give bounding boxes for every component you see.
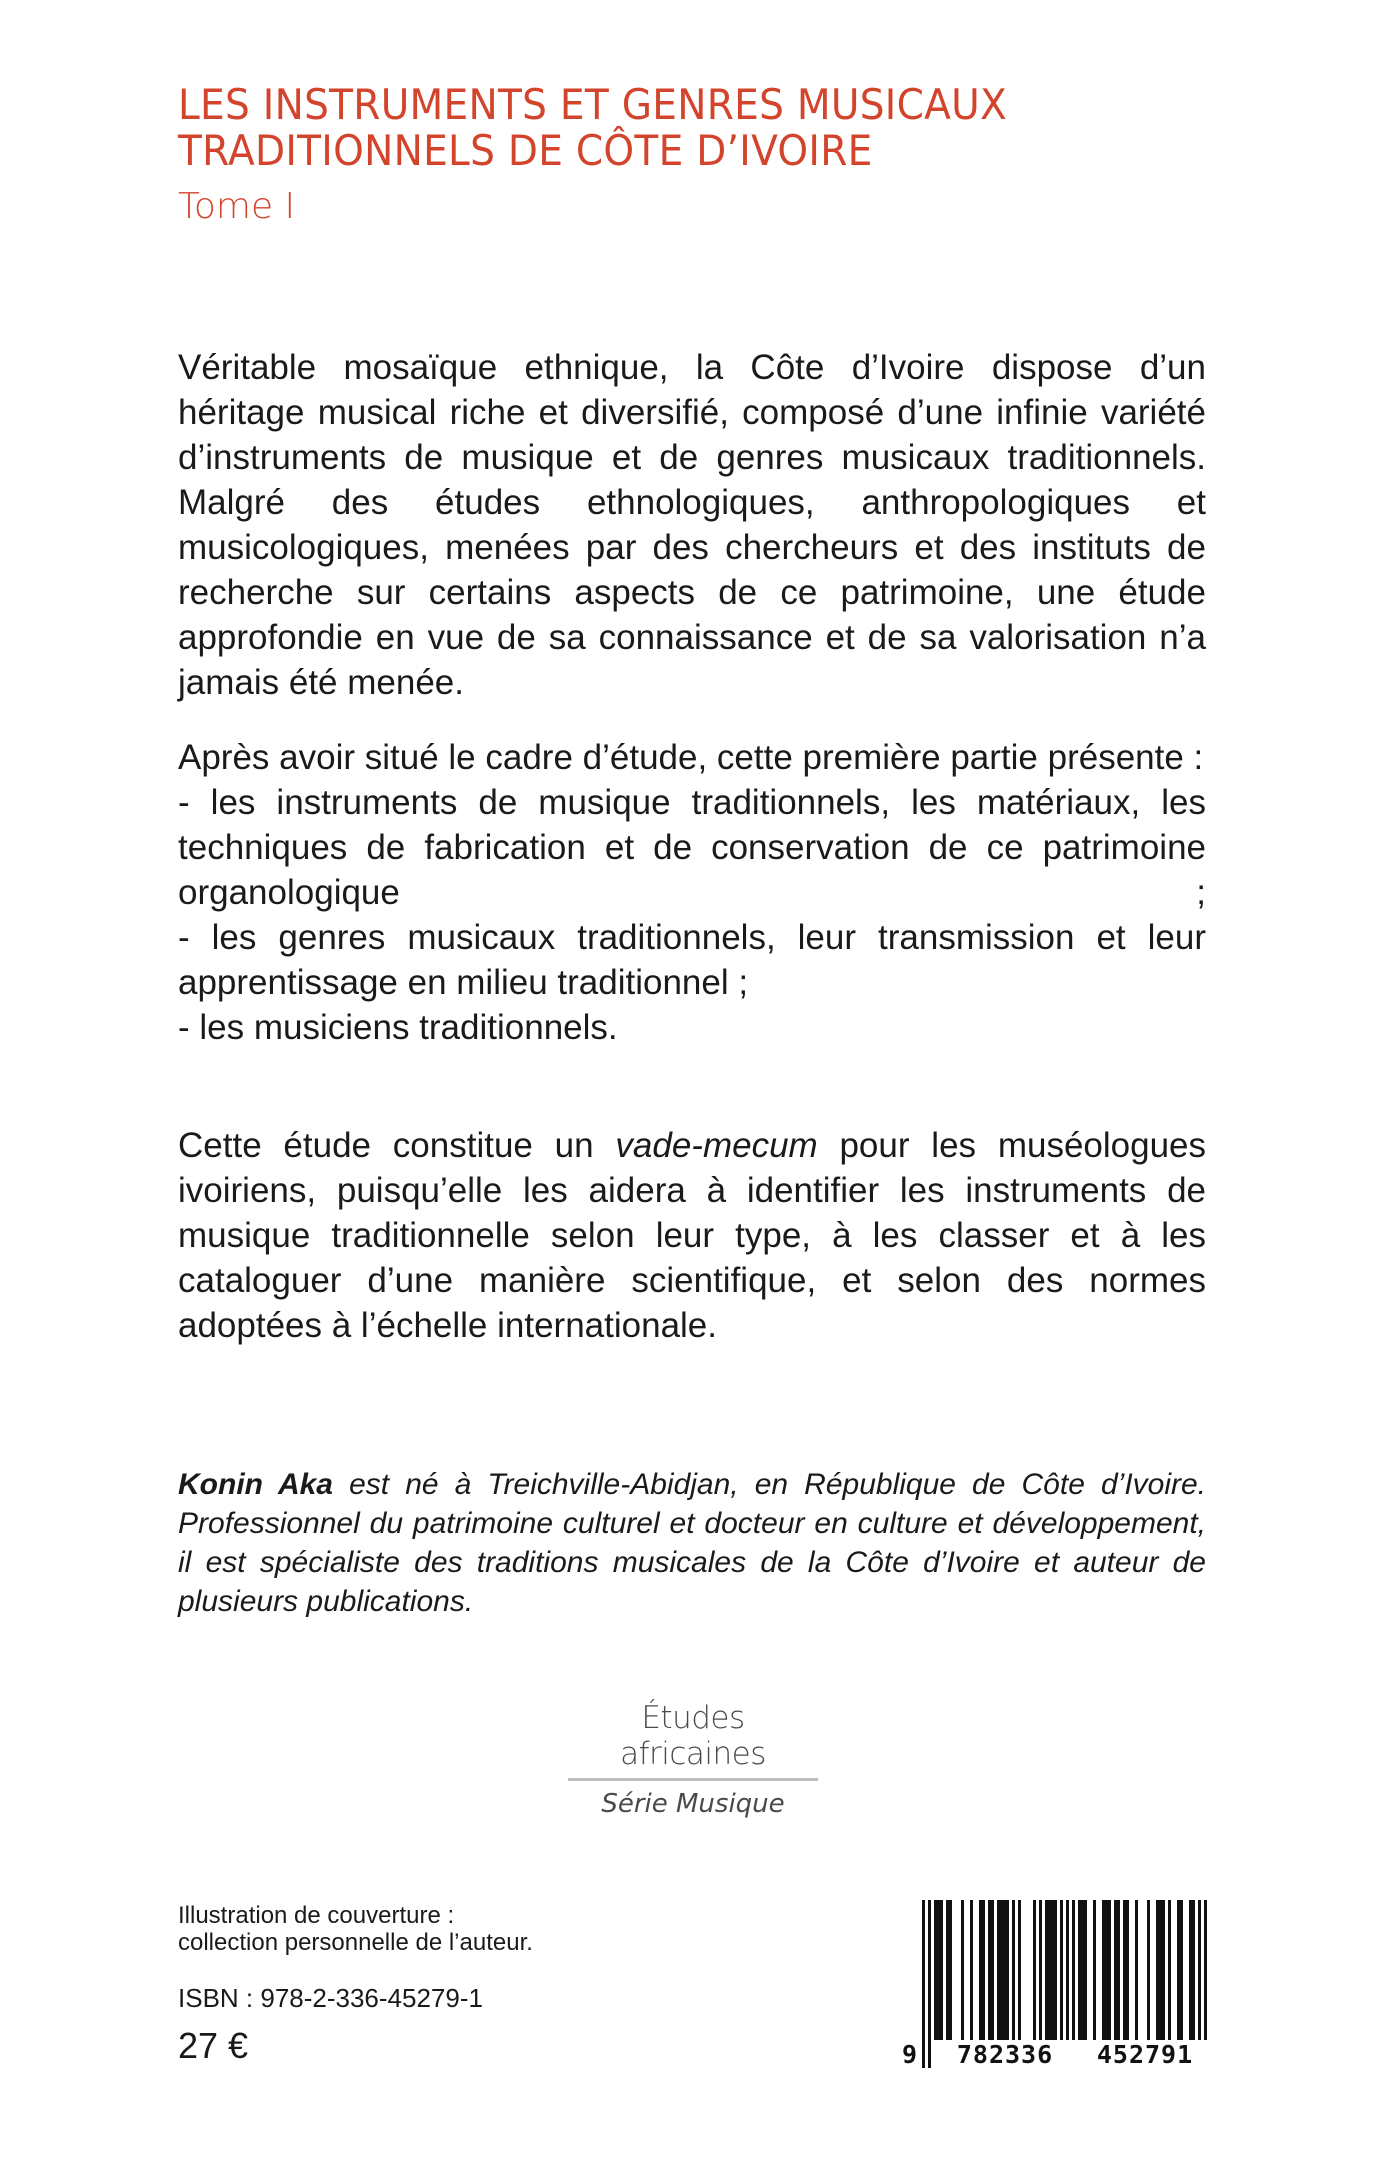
blurb-paragraph-2-intro: Après avoir situé le cadre d’étude, cette première partie présente : [178, 738, 1204, 777]
barcode-bar [979, 1900, 982, 2040]
barcode-bar [1114, 1900, 1117, 2040]
barcode-bar [1126, 1900, 1129, 2040]
barcode-bar [1039, 1900, 1042, 2040]
barcode-bar [1048, 1900, 1051, 2040]
barcode-bar [1192, 1900, 1195, 2040]
blurb-list-item: - les instruments de musique traditionnels, les matériaux, les techniques de fabrication et de conservation de ce patrimoine organologique ; [178, 783, 1206, 912]
series-name: Études africaines [568, 1700, 818, 1781]
barcode-bar [946, 1900, 949, 2040]
barcode-bar [1105, 1900, 1108, 2040]
barcode-bar [934, 1900, 937, 2040]
barcode-bar [1018, 1900, 1021, 2040]
barcode-bar [1093, 1900, 1096, 2040]
barcode-bar [961, 1900, 964, 2040]
blurb-list-item: - les genres musicaux traditionnels, leur transmission et leur apprentissage en milieu traditionnel ; [178, 918, 1206, 1002]
barcode-digit-first: 9 [902, 2040, 919, 2069]
barcode-bar [940, 1900, 943, 2040]
barcode-bar [1159, 1900, 1162, 2040]
blurb-paragraph-3 [178, 1123, 1206, 1348]
blurb-paragraph-3-start: Cette étude constitue un [178, 1126, 616, 1165]
author-name: Konin Aka [178, 1468, 333, 1501]
cover-credits-line-1: Illustration de couverture : [178, 1902, 455, 1929]
author-bio-text: est né à Treichville-Abidjan, en République de Côte d’Ivoire. Professionnel du patrimoine culturel et docteur en culture et développement, il est spécialiste des traditions musicales de la Côte d’Ivoire et auteur de plusieurs publications. [178, 1468, 1207, 1618]
barcode-bar [1135, 1900, 1138, 2040]
author-bio [178, 1465, 1206, 1621]
cover-credits [178, 1902, 533, 1956]
blurb-paragraph-3-end: pour les muséologues ivoiriens, puisqu’elle les aidera à identifier les instruments de musique traditionnelle selon leur type, à les classer et à les cataloguer d’une manière scientifique, et selon des normes adoptées à l’échelle internationale. [178, 1126, 1207, 1345]
barcode-guard-bar [922, 1900, 925, 2068]
book-title-line-1: LES INSTRUMENTS ET GENRES MUSICAUX [178, 80, 1008, 129]
barcode-bar [1072, 1900, 1075, 2040]
barcode-bar [1147, 1900, 1150, 2040]
blurb-list-item: - les musiciens traditionnels. [178, 1008, 618, 1047]
isbn: ISBN : 978-2-336-45279-1 [178, 1983, 483, 2013]
barcode-bar [988, 1900, 991, 2040]
barcode-bar [1033, 1900, 1036, 2040]
barcode-digits-left: 782336 [940, 2040, 1070, 2069]
barcode-bar [1180, 1900, 1183, 2040]
book-title [178, 82, 1201, 174]
barcode-bar [1045, 1900, 1048, 2040]
book-title-line-2: TRADITIONNELS DE CÔTE D’IVOIRE [178, 126, 873, 175]
barcode-bar [1003, 1900, 1006, 2040]
barcode-bar [1162, 1900, 1165, 2040]
barcode-bar [1123, 1900, 1126, 2040]
price: 27 € [178, 2025, 249, 2066]
blurb-paragraph-3-italic: vade-mecum [615, 1126, 818, 1165]
barcode-bar [1081, 1900, 1084, 2040]
volume-label: Tome I [178, 186, 296, 227]
blurb-paragraph-1: Véritable mosaïque ethnique, la Côte d’Ivoire dispose d’un héritage musical riche et diversifié, composé d’une infinie variété d’instruments de musique et de genres musicaux traditionnels. Malgré des études ethnologiques, anthropologiques et musicologiques, menées par des chercheurs et des instituts de recherche sur certains aspects de ce patrimoine, une étude approfondie en vue de sa connaissance et de sa valorisation n’a jamais été menée. [178, 348, 1206, 702]
barcode-bar [1117, 1900, 1120, 2040]
barcode-bar [937, 1900, 940, 2040]
barcode-bar [1012, 1900, 1015, 2040]
barcode-bar [949, 1900, 952, 2040]
barcode-bar [970, 1900, 973, 2040]
barcode-bar [991, 1900, 994, 2040]
blurb-paragraph-2 [178, 735, 1206, 1050]
cover-credits-line-2: collection personnelle de l’auteur. [178, 1929, 533, 1956]
barcode-bar [1078, 1900, 1081, 2040]
barcode [900, 1900, 1220, 2072]
barcode-digits-right: 452791 [1078, 2040, 1212, 2069]
barcode-bar [1108, 1900, 1111, 2040]
barcode-bar [1084, 1900, 1087, 2040]
barcode-bar [997, 1900, 1000, 2040]
series-subseries: Série Musique [601, 1789, 785, 1819]
barcode-guard-bar [928, 1900, 931, 2068]
barcode-bar [1189, 1900, 1192, 2040]
barcode-bar [982, 1900, 985, 2040]
barcode-bar [1102, 1900, 1105, 2040]
barcode-bar [1156, 1900, 1159, 2040]
barcode-bar [1177, 1900, 1180, 2040]
series-logo [568, 1700, 818, 1819]
barcode-bar [1006, 1900, 1009, 2040]
barcode-bar [1051, 1900, 1054, 2040]
barcode-bar [1000, 1900, 1003, 2040]
barcode-bar [1168, 1900, 1171, 2040]
barcode-bar [1054, 1900, 1057, 2040]
